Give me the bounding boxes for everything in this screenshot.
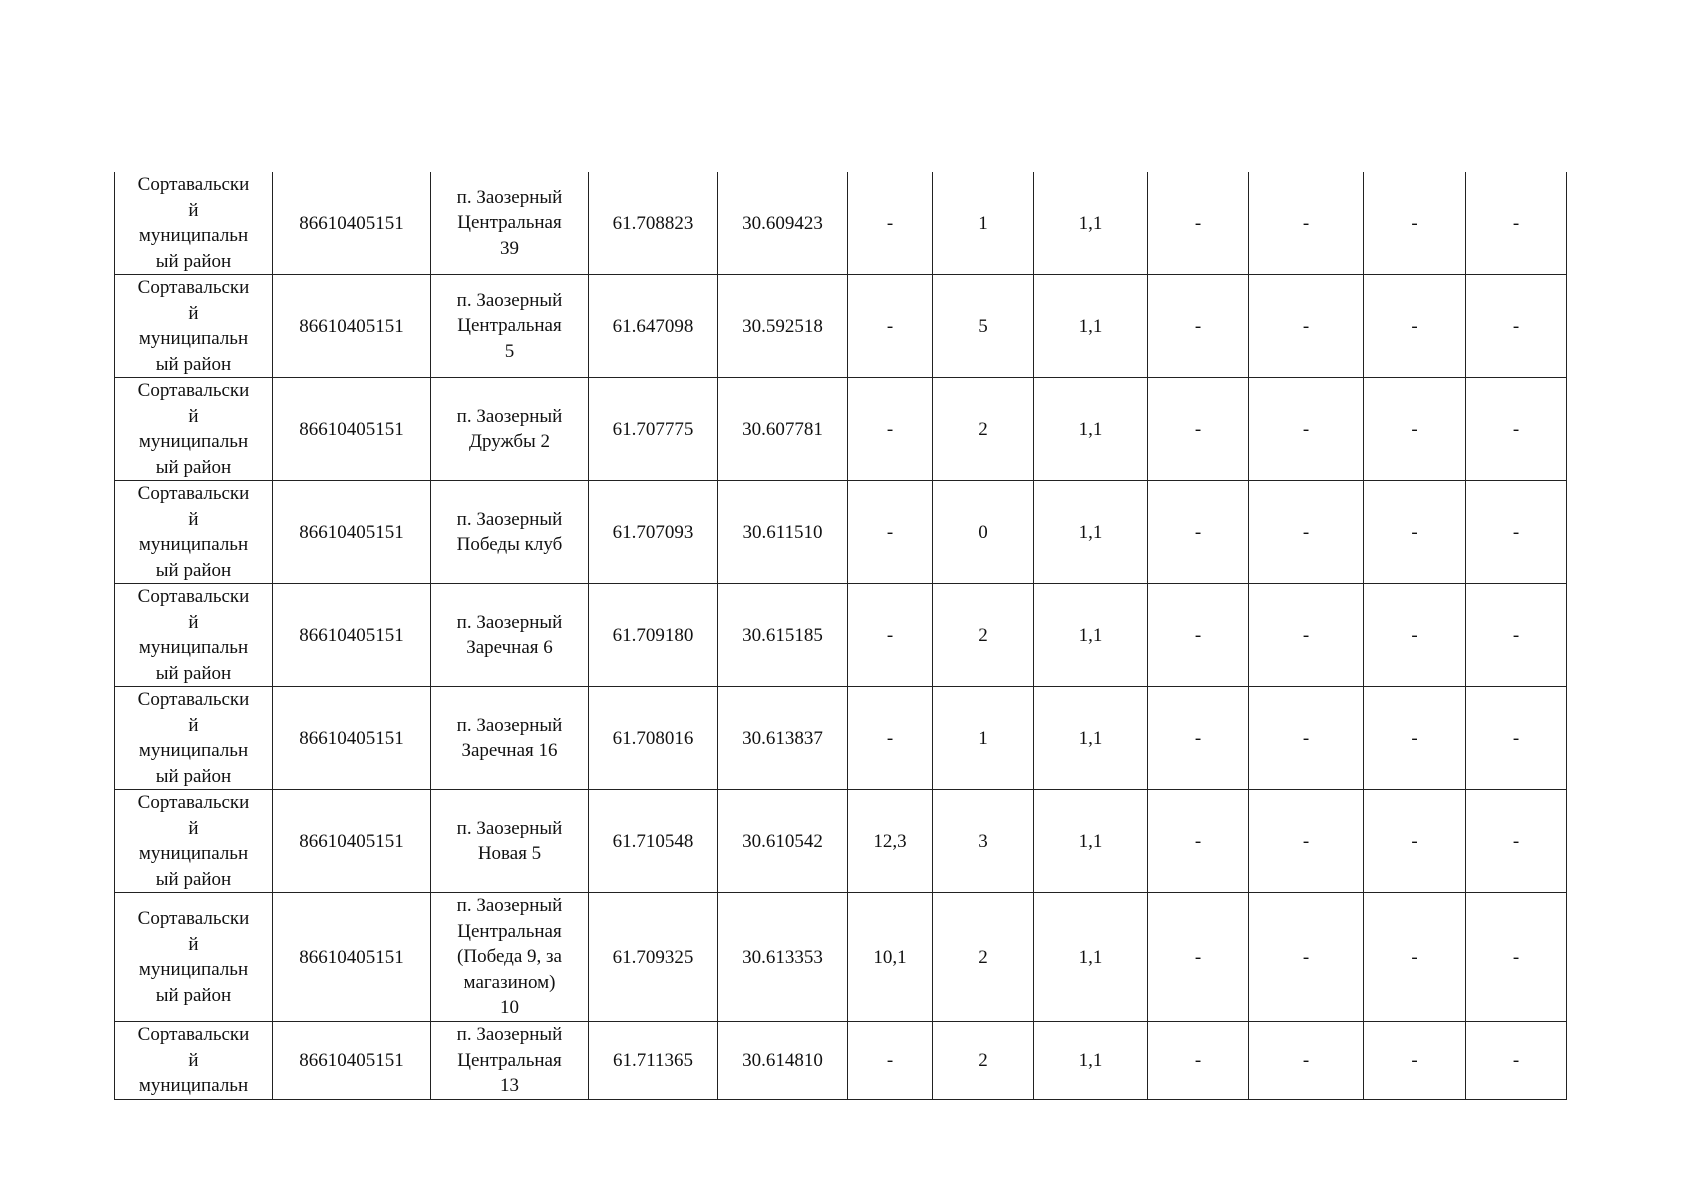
value-cell-10: - — [1249, 1022, 1364, 1100]
value-cell-9: - — [1148, 172, 1249, 275]
municipality-line: й — [188, 302, 199, 324]
address-line: п. Заозерный — [456, 289, 563, 311]
municipality-line: й — [188, 1049, 199, 1071]
value-cell-10: - — [1249, 584, 1364, 687]
address-line: Центральная — [457, 1049, 562, 1071]
municipality-line: муниципальн — [138, 534, 249, 555]
address-line: 5 — [504, 340, 515, 362]
value-cell-9: - — [1148, 584, 1249, 687]
municipality-line: й — [188, 405, 199, 427]
municipality-line: Сортавальски — [137, 483, 250, 504]
municipality-line: ый район — [155, 559, 232, 581]
value-cell-8: 1,1 — [1034, 481, 1148, 584]
longitude-cell: 30.611510 — [718, 481, 848, 584]
value-cell-12: - — [1466, 584, 1567, 687]
latitude-cell: 61.708823 — [589, 172, 718, 275]
address-cell — [431, 378, 589, 481]
municipality-line: ый район — [155, 662, 232, 684]
value-cell-8: 1,1 — [1034, 687, 1148, 790]
value-cell-11: - — [1364, 1022, 1466, 1100]
address-line: Победы клуб — [456, 534, 563, 555]
municipality-line: муниципальн — [138, 431, 249, 452]
address-line: Центральная — [457, 920, 562, 942]
latitude-cell: 61.709180 — [589, 584, 718, 687]
municipality-line: муниципальн — [138, 225, 249, 246]
municipality-line: Сортавальски — [137, 792, 250, 813]
value-cell-8: 1,1 — [1034, 790, 1148, 893]
municipality-cell — [115, 584, 273, 687]
address-cell — [431, 172, 589, 275]
value-cell-8: 1,1 — [1034, 378, 1148, 481]
value-cell-11: - — [1364, 687, 1466, 790]
value-cell-9: - — [1148, 893, 1249, 1022]
address-line: п. Заозерный — [456, 611, 563, 633]
value-cell-9: - — [1148, 275, 1249, 378]
oktmo-cell: 86610405151 — [273, 790, 431, 893]
address-cell — [431, 275, 589, 378]
value-cell-11: - — [1364, 893, 1466, 1022]
address-line: Центральная — [457, 212, 562, 234]
municipality-line: й — [188, 199, 199, 221]
municipality-cell — [115, 687, 273, 790]
address-line: п. Заозерный — [456, 1024, 563, 1046]
address-cell — [431, 790, 589, 893]
value-cell-6: - — [848, 378, 933, 481]
value-cell-7: 2 — [933, 584, 1034, 687]
latitude-cell: 61.711365 — [589, 1022, 718, 1100]
address-line: Новая 5 — [477, 843, 542, 864]
value-cell-6: - — [848, 172, 933, 275]
oktmo-cell: 86610405151 — [273, 378, 431, 481]
municipality-line: Сортавальски — [137, 174, 250, 195]
table-row — [115, 172, 1567, 275]
value-cell-6: - — [848, 275, 933, 378]
address-cell — [431, 893, 589, 1022]
municipality-line: муниципальн — [138, 1075, 249, 1096]
value-cell-9: - — [1148, 790, 1249, 893]
municipality-cell — [115, 172, 273, 275]
table-row — [115, 584, 1567, 687]
municipality-cell — [115, 481, 273, 584]
value-cell-6: - — [848, 1022, 933, 1100]
value-cell-10: - — [1249, 378, 1364, 481]
value-cell-9: - — [1148, 687, 1249, 790]
value-cell-9: - — [1148, 1022, 1249, 1100]
table-row — [115, 378, 1567, 481]
municipality-line: Сортавальски — [137, 908, 250, 929]
value-cell-7: 3 — [933, 790, 1034, 893]
table-row — [115, 481, 1567, 584]
table-row — [115, 790, 1567, 893]
value-cell-10: - — [1249, 893, 1364, 1022]
value-cell-7: 0 — [933, 481, 1034, 584]
municipality-line: муниципальн — [138, 959, 249, 980]
municipality-line: муниципальн — [138, 637, 249, 658]
longitude-cell: 30.614810 — [718, 1022, 848, 1100]
municipality-cell — [115, 275, 273, 378]
longitude-cell: 30.610542 — [718, 790, 848, 893]
latitude-cell: 61.647098 — [589, 275, 718, 378]
value-cell-8: 1,1 — [1034, 893, 1148, 1022]
value-cell-9: - — [1148, 481, 1249, 584]
municipality-line: ый район — [155, 765, 232, 787]
value-cell-7: 1 — [933, 172, 1034, 275]
address-line: п. Заозерный — [456, 405, 563, 427]
latitude-cell: 61.707775 — [589, 378, 718, 481]
address-line: п. Заозерный — [456, 817, 563, 839]
value-cell-11: - — [1364, 172, 1466, 275]
municipality-line: Сортавальски — [137, 380, 250, 401]
address-line: п. Заозерный — [456, 895, 563, 917]
value-cell-12: - — [1466, 481, 1567, 584]
value-cell-11: - — [1364, 275, 1466, 378]
container-sites-table — [114, 172, 1567, 1100]
address-line: 13 — [500, 1075, 519, 1097]
municipality-line: ый район — [155, 984, 232, 1006]
municipality-line: й — [188, 933, 199, 955]
value-cell-8: 1,1 — [1034, 584, 1148, 687]
value-cell-10: - — [1249, 687, 1364, 790]
value-cell-6: - — [848, 584, 933, 687]
value-cell-7: 2 — [933, 893, 1034, 1022]
table-row — [115, 1022, 1567, 1100]
address-line: Центральная — [457, 315, 562, 337]
municipality-line: Сортавальски — [137, 277, 250, 298]
value-cell-12: - — [1466, 275, 1567, 378]
municipality-line: ый район — [155, 456, 232, 478]
value-cell-7: 2 — [933, 1022, 1034, 1100]
latitude-cell: 61.707093 — [589, 481, 718, 584]
value-cell-7: 2 — [933, 378, 1034, 481]
latitude-cell: 61.710548 — [589, 790, 718, 893]
value-cell-9: - — [1148, 378, 1249, 481]
longitude-cell: 30.613837 — [718, 687, 848, 790]
value-cell-10: - — [1249, 790, 1364, 893]
value-cell-10: - — [1249, 172, 1364, 275]
value-cell-12: - — [1466, 172, 1567, 275]
municipality-line: муниципальн — [138, 740, 249, 761]
table-row — [115, 275, 1567, 378]
value-cell-12: - — [1466, 790, 1567, 893]
latitude-cell: 61.709325 — [589, 893, 718, 1022]
value-cell-8: 1,1 — [1034, 172, 1148, 275]
value-cell-12: - — [1466, 687, 1567, 790]
oktmo-cell: 86610405151 — [273, 893, 431, 1022]
value-cell-11: - — [1364, 481, 1466, 584]
value-cell-11: - — [1364, 584, 1466, 687]
address-line: Заречная 16 — [461, 740, 558, 761]
municipality-line: й — [188, 817, 199, 839]
value-cell-10: - — [1249, 481, 1364, 584]
municipality-line: Сортавальски — [137, 689, 250, 710]
value-cell-10: - — [1249, 275, 1364, 378]
oktmo-cell: 86610405151 — [273, 1022, 431, 1100]
value-cell-12: - — [1466, 1022, 1567, 1100]
address-line: (Победа 9, за — [457, 946, 562, 968]
municipality-line: Сортавальски — [137, 1024, 250, 1045]
longitude-cell: 30.609423 — [718, 172, 848, 275]
municipality-line: ый район — [155, 353, 232, 375]
oktmo-cell: 86610405151 — [273, 584, 431, 687]
municipality-line: муниципальн — [138, 843, 249, 864]
municipality-cell — [115, 1022, 273, 1100]
longitude-cell: 30.615185 — [718, 584, 848, 687]
value-cell-12: - — [1466, 378, 1567, 481]
municipality-cell — [115, 790, 273, 893]
address-cell — [431, 1022, 589, 1100]
address-line: магазином) — [463, 971, 556, 993]
oktmo-cell: 86610405151 — [273, 687, 431, 790]
oktmo-cell: 86610405151 — [273, 275, 431, 378]
municipality-cell — [115, 378, 273, 481]
address-line: 10 — [500, 997, 519, 1019]
value-cell-6: - — [848, 687, 933, 790]
table-body — [115, 172, 1567, 1100]
longitude-cell: 30.592518 — [718, 275, 848, 378]
value-cell-12: - — [1466, 893, 1567, 1022]
municipality-line: й — [188, 508, 199, 530]
municipality-line: Сортавальски — [137, 586, 250, 607]
value-cell-6: 10,1 — [848, 893, 933, 1022]
municipality-line: ый район — [155, 250, 232, 272]
address-line: Заречная 6 — [466, 637, 553, 658]
table-row — [115, 893, 1567, 1022]
municipality-line: ый район — [155, 868, 232, 890]
latitude-cell: 61.708016 — [589, 687, 718, 790]
address-cell — [431, 687, 589, 790]
value-cell-7: 5 — [933, 275, 1034, 378]
value-cell-11: - — [1364, 378, 1466, 481]
municipality-line: й — [188, 611, 199, 633]
address-line: Дружбы 2 — [468, 431, 551, 452]
value-cell-6: - — [848, 481, 933, 584]
address-cell — [431, 584, 589, 687]
value-cell-8: 1,1 — [1034, 1022, 1148, 1100]
longitude-cell: 30.607781 — [718, 378, 848, 481]
value-cell-11: - — [1364, 790, 1466, 893]
address-line: п. Заозерный — [456, 508, 563, 530]
oktmo-cell: 86610405151 — [273, 481, 431, 584]
address-line: 39 — [500, 237, 519, 259]
value-cell-8: 1,1 — [1034, 275, 1148, 378]
municipality-line: й — [188, 714, 199, 736]
table-row — [115, 687, 1567, 790]
address-line: п. Заозерный — [456, 186, 563, 208]
municipality-line: муниципальн — [138, 328, 249, 349]
municipality-cell — [115, 893, 273, 1022]
address-line: п. Заозерный — [456, 714, 563, 736]
address-cell — [431, 481, 589, 584]
oktmo-cell: 86610405151 — [273, 172, 431, 275]
longitude-cell: 30.613353 — [718, 893, 848, 1022]
value-cell-6: 12,3 — [848, 790, 933, 893]
value-cell-7: 1 — [933, 687, 1034, 790]
